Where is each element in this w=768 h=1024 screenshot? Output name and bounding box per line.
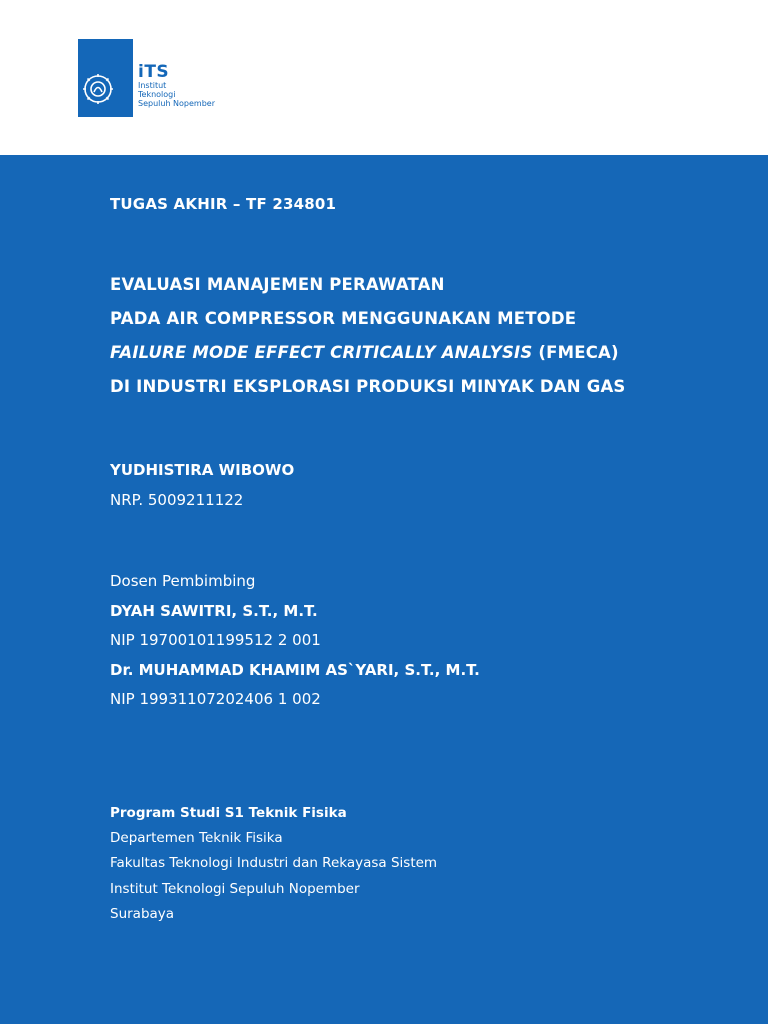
page-header [0, 0, 768, 155]
department: Departemen Teknik Fisika [110, 830, 283, 846]
logo-abbreviation: iTS [138, 62, 170, 82]
its-logo [78, 39, 218, 119]
supervisor-1-nip: NIP 19700101199512 2 001 [110, 631, 321, 649]
cover-panel [0, 155, 768, 1024]
supervisor-2-nip: NIP 19931107202406 1 002 [110, 690, 321, 708]
logo-line-1: Institut [138, 81, 167, 90]
title-line-1: EVALUASI MANAJEMEN PERAWATAN [110, 275, 445, 294]
author-nrp: NRP. 5009211122 [110, 491, 244, 509]
thesis-code: TUGAS AKHIR – TF 234801 [110, 195, 337, 213]
author-name: YUDHISTIRA WIBOWO [110, 461, 295, 479]
city: Surabaya [110, 906, 175, 922]
logo-line-2: Teknologi [138, 90, 176, 99]
title-line-2: PADA AIR COMPRESSOR MENGGUNAKAN METODE [110, 309, 577, 328]
title-line-3-rest: (FMECA) [532, 343, 619, 362]
its-emblem-icon [78, 39, 133, 117]
supervisor-label: Dosen Pembimbing [110, 572, 256, 590]
study-program: Program Studi S1 Teknik Fisika [110, 805, 347, 821]
faculty: Fakultas Teknologi Industri dan Rekayasa Sistem [110, 855, 438, 871]
title-line-4: DI INDUSTRI EKSPLORASI PRODUKSI MINYAK DAN GAS [110, 377, 626, 396]
title-line-3 [110, 343, 619, 362]
its-logo-text [138, 63, 215, 108]
supervisor-1-name: DYAH SAWITRI, S.T., M.T. [110, 602, 318, 620]
institute: Institut Teknologi Sepuluh Nopember [110, 881, 360, 897]
title-line-3-italic: FAILURE MODE EFFECT CRITICALLY ANALYSIS [110, 343, 533, 362]
supervisor-2-name: Dr. MUHAMMAD KHAMIM AS`YARI, S.T., M.T. [110, 661, 480, 679]
logo-line-3: Sepuluh Nopember [138, 99, 216, 108]
